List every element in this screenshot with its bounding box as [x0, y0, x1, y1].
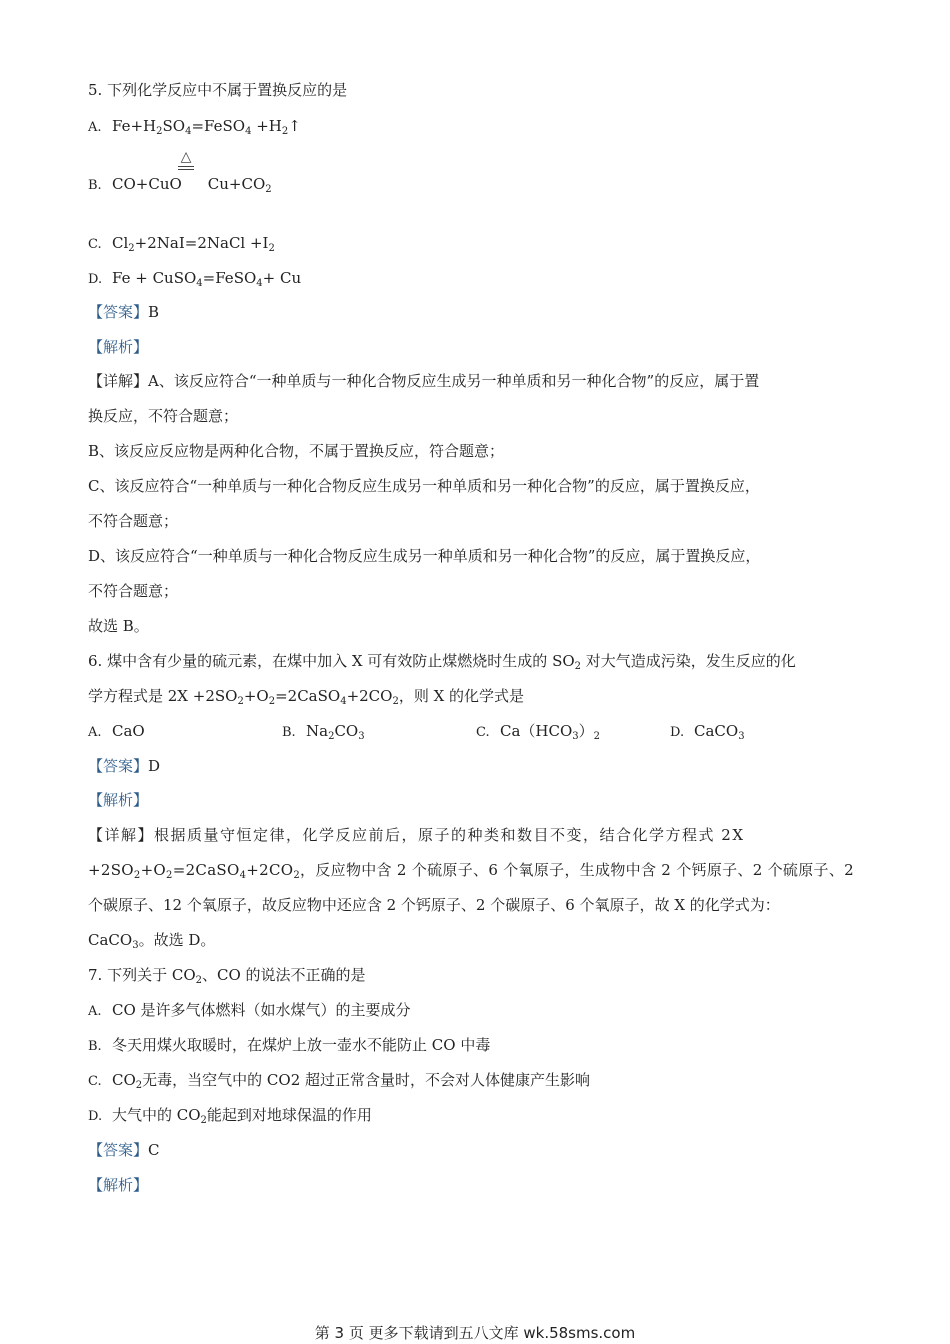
q5-detail-line-7: 不符合题意； [88, 582, 179, 600]
q6-option-b: B. $Na_2CO_3$ [282, 722, 365, 742]
page-footer: 第 3 页 更多下载请到五八文库 wk.58sms.com [314, 1324, 636, 1342]
q5-conclusion: 故选 B。 [88, 617, 149, 635]
q5-detail-line-1: 【详解】A、该反应符合“一种单质与一种化合物反应生成另一种单质和另一种化合物”的反应，属于置 [88, 372, 760, 390]
q6-option-c: C. $Ca(HCO_3)_2$ [476, 722, 601, 742]
q6-stem-line-2: 学方程式是 $2X +2SO_2+O_2=2CaSO_4+2CO_2$，则 X 的化学式是 [88, 687, 525, 707]
option-letter: C. [88, 237, 102, 252]
up-arrow-icon: ↑ [288, 117, 301, 135]
q5-detail-line-2: 换反应，不符合题意； [88, 407, 239, 425]
q6-detail-line-1: 【详解】根据质量守恒定律，化学反应前后，原子的种类和数目不变，结合化学方程式 2X [88, 826, 745, 844]
q5-detail-line-5: 不符合题意； [88, 512, 179, 530]
q5-detail-line-6: D、该反应符合“一种单质与一种化合物反应生成另一种单质和另一种化合物”的反应，属于置换反应， [88, 547, 761, 565]
q5-option-a: A. $Fe+H_2SO_4=FeSO_4$ $+H_2↑$ [88, 117, 301, 137]
q7-answer: 【答案】C [88, 1141, 160, 1159]
q5-option-b: B. CO+CuO $Cu+CO_2$ [88, 175, 272, 195]
q5-option-d: D. Fe + CuSO$_4$=FeSO$_4$+ Cu [88, 269, 302, 289]
q5-answer: 【答案】B [88, 303, 160, 321]
q6-detail-line-2: $+2SO_2+O_2=2CaSO_4+2CO_2$，反应物中含 2 个硫原子、6 个氧原子，生成物中含 2 个钙原子、2 个硫原子、2 [88, 861, 854, 881]
q5-analysis-tag: 【解析】 [88, 338, 149, 356]
q7-option-d: D. 大气中的 $CO_2$能起到对地球保温的作用 [88, 1106, 372, 1126]
q6-detail-line-3: 个碳原子、12 个氧原子，故反应物中还应含 2 个钙原子、2 个碳原子、6 个氧原子，故 X 的化学式为： [88, 896, 780, 914]
option-letter: A. [88, 120, 102, 135]
option-letter: D. [88, 272, 103, 287]
q7-option-a: A. CO 是许多气体燃料（如水煤气）的主要成分 [88, 1001, 411, 1019]
q6-stem-line-1: 6. 煤中含有少量的硫元素，在煤中加入 X 可有效防止煤燃烧时生成的 $SO_2$ 对大气造成污染，发生反应的化 [88, 652, 796, 672]
option-letter: B. [88, 178, 102, 193]
q5-option-c: C. $Cl_2+2NaI=2NaCl +I_2$ [88, 234, 275, 254]
q6-answer: 【答案】D [88, 757, 161, 775]
q7-option-c: C. $CO_2$无毒，当空气中的 CO2 超过正常含量时，不会对人体健康产生影响 [88, 1071, 591, 1091]
q5-detail-line-4: C、该反应符合“一种单质与一种化合物反应生成另一种单质和另一种化合物”的反应，属于置换反应， [88, 477, 760, 495]
q6-analysis-tag: 【解析】 [88, 791, 149, 809]
q7-option-b: B. 冬天用煤火取暖时，在煤炉上放一壶水不能防止 CO 中毒 [88, 1036, 491, 1054]
q5-detail-line-3: B、该反应反应物是两种化合物，不属于置换反应，符合题意； [88, 442, 505, 460]
q6-option-a: A. CaO [88, 722, 145, 740]
q7-stem: 7. 下列关于 $CO_2$、CO 的说法不正确的是 [88, 966, 366, 986]
heating-condition-icon: △ [178, 150, 194, 170]
q6-option-d: D. CaCO$_3$ [670, 722, 745, 742]
q5-stem: 5. 下列化学反应中不属于置换反应的是 [88, 81, 348, 99]
q6-detail-line-4: CaCO$_3$。故选 D。 [88, 931, 216, 951]
q7-analysis-tag: 【解析】 [88, 1176, 149, 1194]
